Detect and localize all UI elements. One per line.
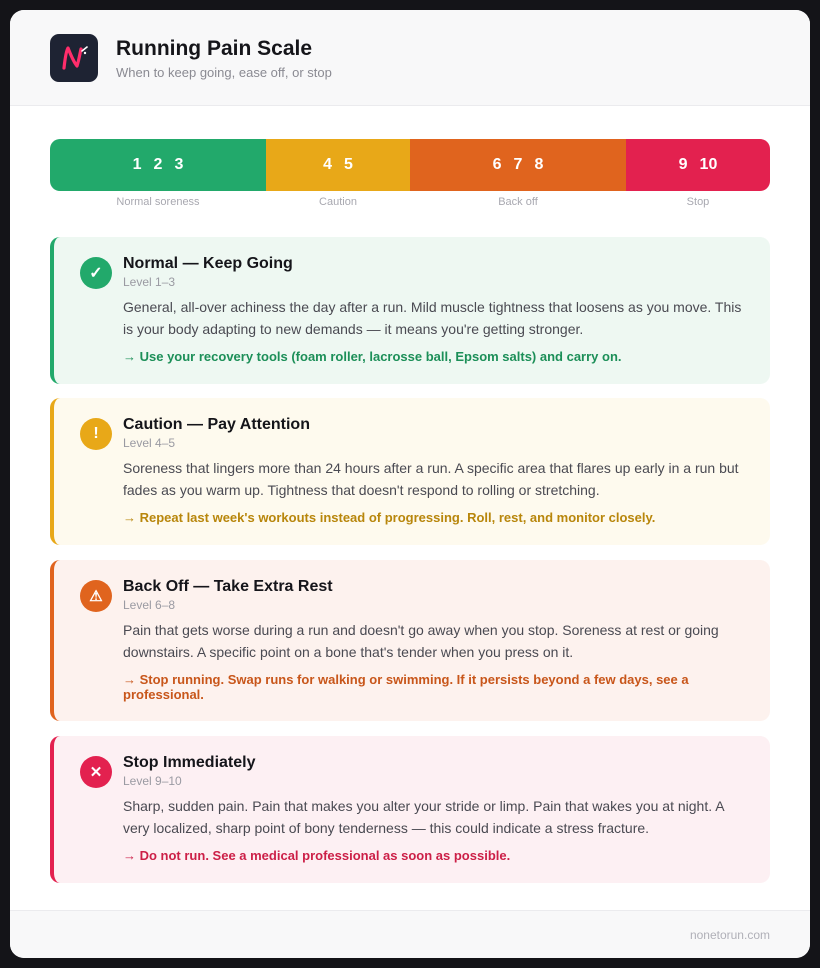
scale-number: 9 <box>678 156 688 173</box>
scale-label-back-off: Back off <box>498 196 538 208</box>
scale-number: 5 <box>344 156 353 173</box>
zone-level: Level 9–10 <box>123 774 182 788</box>
x-icon: ✕ <box>80 756 112 788</box>
scale-segment-normal <box>50 139 266 191</box>
zone-description: General, all-over achiness the day after a run. Mild muscle tightness that loosens as you move. This is your body adapting to new demands — it means you're getting stronger. <box>123 299 742 337</box>
scale-segment-caution <box>266 139 410 191</box>
pain-scale-bar <box>50 139 770 191</box>
pain-scale-card <box>10 10 810 958</box>
scale-number: 8 <box>534 156 544 173</box>
zone-description: Soreness that lingers more than 24 hours after a run. A specific area that flares up early in a run but fades as you warm up. Tightness that doesn't respond to rolling or stretching. <box>123 460 739 498</box>
zone-title: Normal — Keep Going <box>123 255 293 272</box>
zone-title: Stop Immediately <box>123 754 256 771</box>
zone-title: Back Off — Take Extra Rest <box>123 578 333 595</box>
page-title: Running Pain Scale <box>116 37 313 60</box>
zone-card-stop <box>50 736 770 883</box>
scale-number: 4 <box>323 156 332 173</box>
scale-labels <box>50 196 770 212</box>
footer <box>10 910 810 958</box>
zone-action: → Repeat last week's workouts instead of progressing. Roll, rest, and monitor closely. <box>123 510 656 525</box>
zone-action: → Use your recovery tools (foam roller, lacrosse ball, Epsom salts) and carry on. <box>123 349 622 364</box>
scale-label-normal: Normal soreness <box>116 196 200 208</box>
scale-number: 1 <box>132 156 142 173</box>
scale-label-caution: Caution <box>319 196 357 208</box>
zone-card-normal <box>50 237 770 384</box>
exclamation-icon: ! <box>80 418 112 450</box>
footer-site-link[interactable]: nonetorun.com <box>689 928 770 942</box>
scale-number: 2 <box>153 156 163 173</box>
zone-description: Sharp, sudden pain. Pain that makes you alter your stride or limp. Pain that wakes you at night. A very localized, sharp point of bony tenderness — this could indicate a stress fracture. <box>123 798 724 836</box>
zone-title: Caution — Pay Attention <box>123 416 310 433</box>
app-logo <box>50 34 98 82</box>
scale-segment-back-off <box>410 139 626 191</box>
scale-number: 6 <box>492 156 502 173</box>
scale-segment-stop <box>626 139 770 191</box>
zone-level: Level 1–3 <box>123 275 176 289</box>
logo-mark-icon <box>57 41 91 75</box>
zone-action: → Stop running. Swap runs for walking or swimming. If it persists beyond a few days, see a professional. <box>123 672 689 702</box>
check-icon: ✓ <box>80 257 112 289</box>
zone-card-back-off <box>50 560 770 721</box>
zone-level: Level 4–5 <box>123 436 176 450</box>
header <box>10 10 810 106</box>
zone-action: → Do not run. See a medical professional as soon as possible. <box>123 848 511 863</box>
scale-number: 7 <box>513 156 523 173</box>
zone-level: Level 6–8 <box>123 598 176 612</box>
warning-icon: ⚠ <box>80 580 112 612</box>
page-subtitle: When to keep going, ease off, or stop <box>116 65 332 80</box>
zone-card-caution <box>50 398 770 545</box>
scale-number: 3 <box>174 156 184 173</box>
zone-description: Pain that gets worse during a run and doesn't go away when you stop. Soreness at rest or going downstairs. A specific point on a bone that's tender when you press on it. <box>123 622 719 660</box>
scale-label-stop: Stop <box>686 196 710 208</box>
scale-number: 10 <box>699 156 718 173</box>
